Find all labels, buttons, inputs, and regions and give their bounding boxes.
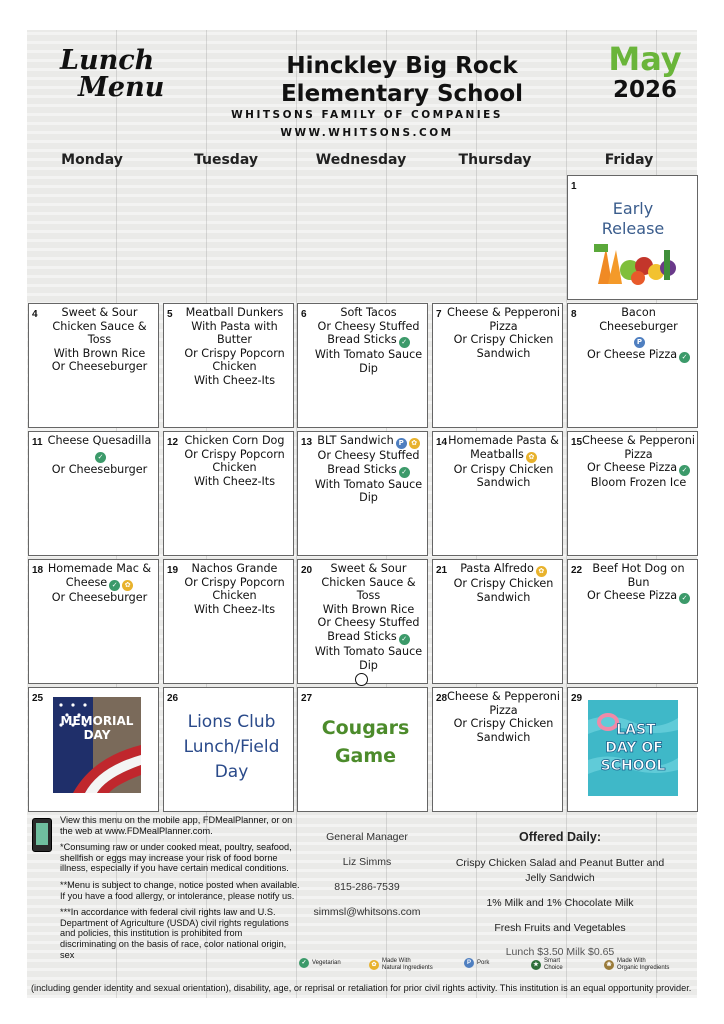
day-cell-25	[28, 687, 159, 812]
menu-line: Or Cheesy Stuffed	[317, 449, 420, 462]
menu-line: Bread Sticks	[327, 629, 397, 643]
day-cell-1	[567, 175, 698, 300]
menu-line: Bacon Cheeseburger	[599, 306, 678, 333]
day-number: 14	[436, 437, 448, 448]
day-number: 27	[301, 693, 313, 704]
menu-line: With Tomato Sauce	[314, 348, 423, 362]
menu-line: Or Cheeseburger	[51, 462, 148, 476]
day-number: 20	[301, 565, 313, 576]
memorial-day-image	[53, 697, 141, 793]
day-number: 6	[301, 309, 307, 320]
day-number: 26	[167, 693, 179, 704]
school-name-line1: Hinckley Big Rock	[286, 53, 518, 79]
menu-line: Sweet & Sour	[61, 306, 138, 319]
smart-choice-icon: ★	[531, 960, 541, 970]
day-number: 18	[32, 565, 44, 576]
menu-line: Or Crispy Chicken	[453, 333, 554, 347]
civil-rights-note-continued: (including gender identity and sexual orientation), disability, age, or reprisal or retaliation for prior civil rights activity. This institution is an equal opportunity provider.	[31, 983, 692, 993]
civil-rights-note: ***In accordance with federal civil rights law and U.S. Department of Agriculture (USDA) civil rights regulations and policies, this institution is prohibited from discriminating on the basis of race, color national origin, sex	[60, 907, 289, 960]
menu-line: Chicken	[212, 461, 257, 475]
footer-notes	[60, 815, 300, 966]
price-info: Lunch $3.50 Milk $0.65	[505, 946, 615, 958]
menu-line: With Tomato Sauce	[314, 644, 423, 658]
day-cell-4	[28, 303, 159, 428]
menu-text	[43, 562, 156, 604]
natural-ingredients-icon: ✿	[536, 566, 547, 577]
day-cell-7	[432, 303, 563, 428]
menu-text	[178, 434, 291, 488]
menu-text	[447, 306, 560, 360]
day-header-tuesday: Tuesday	[194, 152, 258, 168]
menu-page	[27, 30, 697, 998]
legend-organic: ❀ Made With Organic Ingredients	[604, 958, 669, 971]
menu-line: Cheese & Pepperoni	[447, 306, 560, 319]
day-number: 12	[167, 437, 179, 448]
day-number: 22	[571, 565, 583, 576]
day-cell-11	[28, 431, 159, 556]
menu-line: Pasta Alfredo	[460, 562, 534, 575]
menu-line: Or Crispy Chicken	[453, 717, 554, 731]
menu-line: Pizza	[489, 319, 518, 333]
vegetarian-icon: ✓	[95, 452, 106, 463]
legend-pork: P Pork	[464, 958, 489, 968]
month-label: May	[608, 40, 682, 78]
menu-line: Or Cheese Pizza	[586, 589, 678, 603]
menu-line: With Pasta with	[191, 319, 278, 333]
day-cell-18	[28, 559, 159, 684]
menu-text	[43, 306, 156, 374]
menu-line: Or Crispy Popcorn	[184, 575, 285, 589]
last-day-of-school-image	[588, 700, 678, 796]
year-label: 2026	[612, 77, 677, 103]
lions-club-line2: Lunch/Field	[183, 737, 280, 757]
day-cell-12	[163, 431, 294, 556]
last-day-text-2: DAY OF	[605, 740, 663, 756]
day-number: 4	[32, 309, 38, 320]
offered-daily	[445, 830, 675, 958]
early-release-line1: Early	[612, 199, 654, 218]
change-note: **Menu is subject to change, notice posted when available. If you have a food allergy, or intolerance, please notify us.	[60, 879, 300, 901]
menu-line: Or Cheesy Stuffed	[317, 616, 420, 630]
menu-line: Or Crispy Chicken	[453, 462, 554, 476]
legend-vegetarian: ✓ Vegetarian	[299, 958, 341, 968]
menu-text	[312, 562, 425, 672]
menu-text	[312, 306, 425, 375]
lunch-menu-line2: Menu	[78, 72, 165, 103]
menu-line: With Tomato Sauce	[314, 477, 423, 491]
gm-email: simmsl@whitsons.com	[313, 906, 421, 918]
menu-line: Chicken Sauce & Toss	[321, 575, 416, 603]
day-header-wednesday: Wednesday	[315, 152, 407, 168]
cougars-line1: Cougars	[321, 717, 410, 739]
school-name-line2: Elementary School	[280, 81, 524, 107]
day-cell-13	[297, 431, 428, 556]
day-cell-29	[567, 687, 698, 812]
day-cell-22	[567, 559, 698, 684]
day-cell-28	[432, 687, 563, 812]
menu-text	[43, 434, 156, 476]
early-release-graphic	[578, 184, 688, 289]
menu-line: Sandwich	[476, 590, 531, 604]
offered-item: Crispy Chicken Salad and Peanut Butter and Jelly Sandwich	[455, 857, 665, 884]
menu-line: Sandwich	[476, 730, 531, 744]
menu-line: Butter	[216, 333, 253, 347]
vegetarian-icon: ✓	[679, 593, 690, 604]
legend-natural: ✿ Made With Natural Ingredients	[369, 958, 433, 971]
day-cell-20	[297, 559, 428, 684]
day-cell-27	[297, 687, 428, 812]
menu-line: Chicken	[212, 360, 257, 374]
menu-line: BLT Sandwich	[317, 434, 394, 447]
general-manager-info	[299, 831, 435, 931]
menu-line: Or Cheese Pizza	[586, 348, 678, 362]
gm-title: General Manager	[326, 831, 408, 843]
memorial-text-1: MEMORIAL	[60, 714, 134, 728]
menu-line: With Cheez-Its	[193, 474, 276, 488]
icon-legend	[299, 958, 689, 974]
day-header-monday: Monday	[61, 152, 123, 168]
menu-line: Or Cheesy Stuffed	[317, 319, 420, 333]
phone-icon	[32, 818, 52, 852]
menu-line: Beef Hot Dog on Bun	[592, 562, 685, 589]
day-number: 15	[571, 437, 583, 448]
menu-line: Bloom Frozen Ice	[590, 476, 687, 490]
day-cell-19	[163, 559, 294, 684]
menu-text	[582, 434, 695, 490]
lunch-menu-line1: Lunch	[60, 45, 155, 76]
last-day-text-1: LAST	[616, 722, 656, 738]
vegetables-icon	[594, 244, 676, 285]
menu-line: Dip	[359, 361, 378, 375]
menu-line: Or Cheeseburger	[51, 360, 148, 374]
day-number: 13	[301, 437, 313, 448]
day-cell-14	[432, 431, 563, 556]
menu-line: Or Crispy Popcorn	[184, 447, 285, 461]
offered-daily-title: Offered Daily:	[519, 830, 601, 844]
menu-line: Or Cheeseburger	[51, 590, 148, 604]
natural-ingredients-icon: ✿	[526, 452, 537, 463]
day-header-thursday: Thursday	[458, 152, 532, 168]
legend-smart-choice: ★ Smart Choice	[531, 958, 563, 971]
pork-icon: P	[464, 958, 474, 968]
menu-line: Homemade Pasta &	[448, 434, 559, 447]
menu-line: Chicken Corn Dog	[184, 434, 285, 447]
menu-line: With Cheez-Its	[193, 602, 276, 616]
school-name	[257, 52, 547, 108]
menu-line: Dip	[359, 491, 378, 505]
natural-ingredients-icon: ✿	[409, 438, 420, 449]
memorial-text-2: DAY	[83, 728, 111, 742]
consuming-note: *Consuming raw or under cooked meat, poultry, seafood, shellfish or eggs may increase your risk of food borne illness, especially if you have certain medical conditions.	[60, 842, 292, 874]
day-number: 11	[32, 437, 43, 448]
natural-ingredients-icon: ✿	[369, 960, 379, 970]
day-cell-21	[432, 559, 563, 684]
menu-line: Sweet & Sour	[330, 562, 407, 575]
day-number: 8	[571, 309, 577, 320]
early-release-line2: Release	[601, 219, 665, 238]
menu-line: Cheese Quesadilla	[47, 434, 152, 447]
lunch-menu-title	[60, 47, 170, 101]
pork-icon: P	[396, 438, 407, 449]
lions-club-line3: Day	[214, 762, 249, 782]
menu-line: Pizza	[489, 703, 518, 717]
cougars-game-text	[308, 714, 423, 770]
lions-club-line1: Lions Club	[187, 712, 276, 732]
menu-line: Or Cheese Pizza	[586, 461, 678, 475]
day-number: 5	[167, 309, 173, 320]
day-number: 7	[436, 309, 442, 320]
offered-item: Fresh Fruits and Vegetables	[494, 922, 626, 934]
menu-line: Cheese & Pepperoni	[447, 690, 560, 703]
menu-line: Chicken Sauce & Toss	[52, 319, 147, 347]
menu-text	[178, 562, 291, 616]
menu-line: Sandwich	[476, 476, 531, 490]
menu-line: With Brown Rice	[322, 602, 415, 616]
menu-text	[178, 306, 291, 388]
menu-text	[582, 306, 695, 363]
menu-line: Pizza	[624, 447, 653, 461]
company-website: WWW.WHITSONS.COM	[280, 127, 454, 139]
offered-item: 1% Milk and 1% Chocolate Milk	[486, 897, 634, 909]
day-cell-8	[567, 303, 698, 428]
menu-line: Bread Sticks	[327, 333, 397, 347]
menu-line: Dip	[359, 658, 378, 672]
pork-icon: P	[634, 337, 645, 348]
menu-line: Bread Sticks	[327, 462, 397, 476]
day-number: 29	[571, 693, 583, 704]
gm-phone: 815-286-7539	[334, 881, 400, 893]
company-name: WHITSONS FAMILY OF COMPANIES	[231, 109, 503, 121]
day-number: 21	[436, 565, 448, 576]
menu-text	[447, 690, 560, 744]
menu-line: Sandwich	[476, 346, 531, 360]
menu-line: Or Crispy Popcorn	[184, 346, 285, 360]
menu-line: Soft Tacos	[340, 306, 397, 319]
menu-line: Meatball Dunkers	[185, 306, 284, 319]
menu-text	[447, 562, 560, 604]
menu-text	[447, 434, 560, 490]
app-note: View this menu on the mobile app, FDMealPlanner, or on the web at www.FDMealPlanner.com.	[60, 815, 293, 836]
ring-marker	[355, 673, 368, 686]
menu-line: Meatballs	[470, 447, 524, 461]
organic-ingredients-icon: ❀	[604, 960, 614, 970]
vegetarian-icon: ✓	[679, 352, 690, 363]
menu-line: Or Crispy Chicken	[453, 577, 554, 590]
vegetarian-icon: ✓	[109, 580, 120, 591]
menu-line: Nachos Grande	[191, 562, 278, 575]
day-number: 1	[571, 181, 577, 192]
vegetarian-icon: ✓	[399, 467, 410, 478]
day-cell-5	[163, 303, 294, 428]
day-cell-6	[297, 303, 428, 428]
vegetarian-icon: ✓	[679, 465, 690, 476]
gm-name: Liz Simms	[342, 856, 392, 868]
menu-line: With Brown Rice	[53, 346, 146, 360]
day-number: 19	[167, 565, 179, 576]
lions-club-text	[174, 710, 289, 785]
menu-text	[312, 434, 425, 505]
vegetarian-icon: ✓	[399, 337, 410, 348]
menu-line: Cheese	[65, 575, 108, 589]
day-header-friday: Friday	[604, 152, 654, 168]
day-cell-15	[567, 431, 698, 556]
vegetarian-icon: ✓	[299, 958, 309, 968]
vegetarian-icon: ✓	[399, 634, 410, 645]
menu-line: Chicken	[212, 589, 257, 603]
day-number: 25	[32, 693, 44, 704]
cougars-line2: Game	[334, 745, 397, 767]
menu-text	[582, 562, 695, 604]
last-day-text-3: SCHOOL	[600, 758, 666, 774]
menu-line: With Cheez-Its	[193, 373, 276, 387]
menu-line: Homemade Mac &	[47, 562, 152, 575]
day-number: 28	[436, 693, 448, 704]
day-cell-26	[163, 687, 294, 812]
menu-line: Cheese & Pepperoni	[582, 434, 695, 447]
natural-ingredients-icon: ✿	[122, 580, 133, 591]
